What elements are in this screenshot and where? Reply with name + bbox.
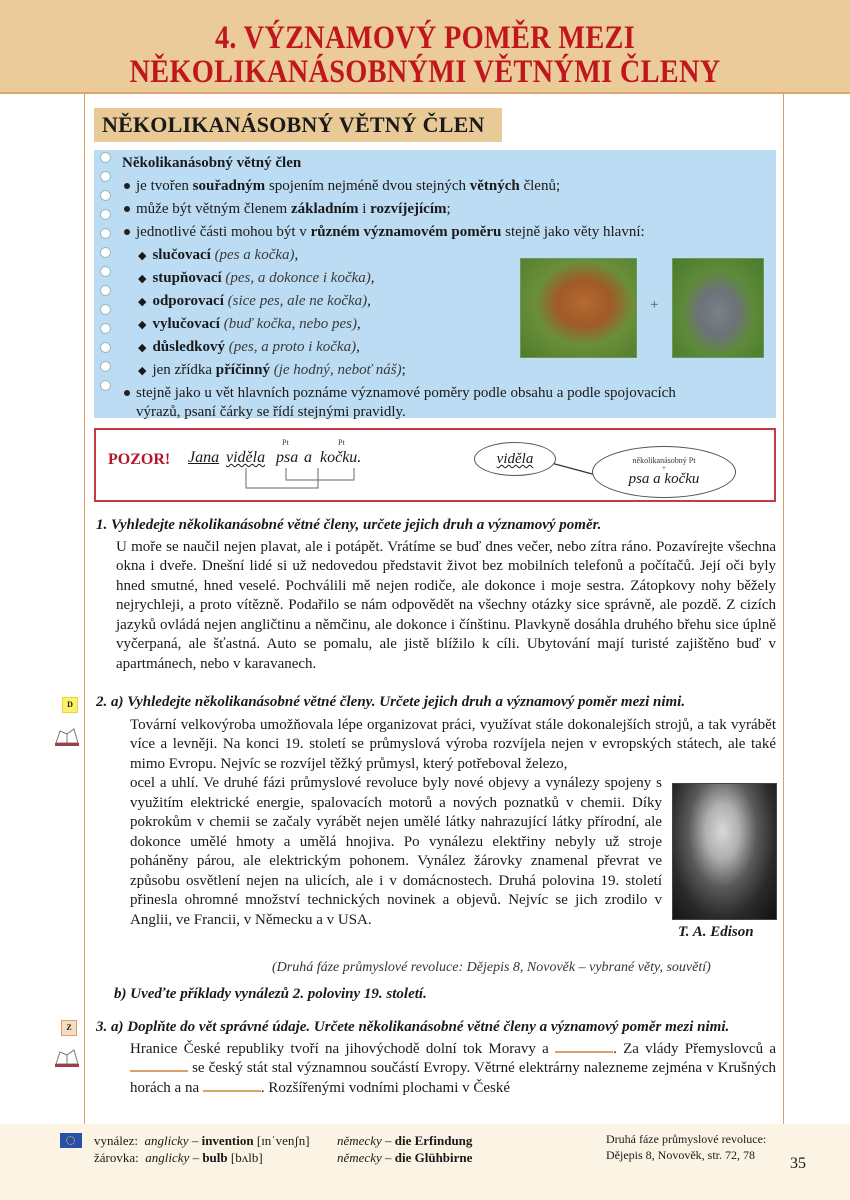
rule-bullet-4-cont: výrazů, psaní čárky se řídí stejnými pravidly. [136, 404, 406, 420]
relation-item: ◆ vylučovací (buď kočka, nebo pes), [138, 314, 361, 335]
pozor-box [94, 428, 776, 502]
fill-blank[interactable] [130, 1070, 188, 1072]
plus-sign: + [650, 297, 659, 313]
notebook-rings [100, 152, 116, 416]
page-number: 35 [790, 1155, 806, 1172]
cat-photo [672, 258, 764, 358]
oval-plus: + [662, 464, 666, 472]
bullet-icon [124, 390, 130, 396]
example-word-subject: Jana [188, 449, 220, 466]
task-3 [96, 1018, 776, 1098]
diamond-bullet-icon: ◆ [138, 296, 147, 308]
example-word-object2: kočku. [320, 449, 362, 466]
section-title: NĚKOLIKANÁSOBNÝ VĚTNÝ ČLEN [94, 108, 502, 142]
object-marker: Pt [338, 438, 345, 447]
ring-icon [100, 304, 111, 315]
task-1-text: U moře se naučil nejen plavat, ale i potápět. Vrátíme se buď dnes večer, nebo zítra ráno. Pozavírejte všechna okna i dveře. Dnešní lidé si už nedovedou představit život bez mobilních telefonů a počítačů. Její oči byly hned smutné, hned veselé. Pochválili mě nejen rodiče, ale dokonce i moje sestra. Zátopkovy nohy běžely nejrychleji, a proto vítězně. Podařilo se nám odpovědět na všechny otázky sice správně, ale pozdě. Z cizích jazyků ovládá nejen angličtinu a němčinu, ale dokonce i čínštinu. Plavkyně dosáhla druhého břehu sice úplně vyčerpaná, ale šťastná. Auto se pomalu, ale jistě blížilo k cíli. Ubytování mají turisté zajištěno buď v apartmánech, nebo v karavanech. [116, 538, 776, 672]
ring-icon [100, 361, 111, 372]
task-2-text-narrow: ocel a uhlí. Ve druhé fázi průmyslové revoluce byly nové objevy a vynálezy spojeny s využitím elektrické energie, spalovacích motorů a nových poznatků v chemii. Díky pokrokům v chemii se začaly vyrábět nejen umělé látky nahrazující látky přírodní, ale dokonce umělé hmoty a umělá hnojiva. Po vynálezu elektřiny nebyly už stroje poháněny párou, ale elektrickým pohonem. Vynález žárovky znamenal převrat ve způsobu osvětlení nejen na ulicích, ale i v domácnostech. Druhá polovina 19. století přinesla ohromné množství technických novinek a objevů. Nejvíc se jich zrodilo v Anglii, ve Francii, v Německu a v USA. [130, 775, 662, 928]
rule-bullet-2: může být větným členem základním i rozvíjejícím; [122, 199, 451, 219]
ring-icon [100, 209, 111, 220]
pozor-label: POZOR! [108, 451, 171, 468]
bullet-icon [124, 229, 130, 235]
edison-portrait [672, 783, 777, 920]
rule-bullet-3: jednotlivé části mohou být v různém významovém poměru stejně jako věty hlavní: [122, 222, 645, 242]
task-3-text: Hranice České republiky tvoří na jihovýchodě dolní tok Moravy a . Za vlády Přemyslovců a se český stát stal významnou součástí Evropy. Větrné elektrárny nalezneme zejména v Krušných horách a na . Rozšířenými vodními plochami v České [130, 1040, 776, 1096]
ring-icon [100, 190, 111, 201]
relation-item: ◆ důsledkový (pes, a proto i kočka), [138, 337, 360, 358]
rule-heading: Několikanásobný větný člen [122, 155, 302, 171]
relation-item: ◆ slučovací (pes a kočka), [138, 245, 298, 266]
fill-blank[interactable] [555, 1051, 613, 1053]
diamond-bullet-icon: ◆ [138, 319, 147, 331]
example-word-predicate: viděla [226, 449, 266, 466]
chapter-header [0, 0, 850, 94]
relation-item: ◆ stupňovací (pes, a dokonce i kočka), [138, 268, 375, 289]
task-2-heading: 2. a) Vyhledejte několikanásobné větné členy. Určete jejich druh a významový poměr mezi nimi. [96, 694, 686, 710]
ring-icon [100, 323, 111, 334]
oval-objects [592, 446, 736, 498]
fill-blank[interactable] [203, 1090, 261, 1092]
vocab-row-1: vynález: anglicky – invention [ɪnˈvenʃn] [94, 1133, 310, 1148]
eu-flag-icon [60, 1133, 82, 1148]
task-2-text-wide: Tovární velkovýroba umožňovala lépe organizovat práci, využívat stále dokonalejších strojů, a tak vyrábět více a levněji. Na konci 19. století se průmyslová výroba rozvíjela nejen v evropských státech, ale také mimo Evropu. Nejvíc se rozvíjel těžký průmysl, který potřeboval železo, [130, 716, 776, 772]
oval-objects-text: psa a kočku [628, 471, 700, 487]
bullet-icon [124, 206, 130, 212]
ring-icon [100, 171, 111, 182]
vocab-row-2: žárovka: anglicky – bulb [bʌlb] [94, 1150, 263, 1165]
task-3-heading: 3. a) Doplňte do vět správné údaje. Určete několikanásobné větné členy a významový poměr mezi nimi. [96, 1019, 730, 1035]
task-2-source: (Druhá fáze průmyslové revoluce: Dějepis 8, Novověk – vybrané věty, souvětí) [272, 960, 711, 975]
bullet-icon [124, 183, 130, 189]
example-word-object1: psa [276, 449, 299, 466]
oval-objects-label: několikanásobný Pt [632, 456, 696, 465]
ring-icon [100, 285, 111, 296]
difficulty-badge-d: D [62, 697, 78, 713]
task-2b-heading: b) Uveďte příklady vynálezů 2. poloviny 19. století. [114, 986, 427, 1002]
relation-item: ◆ odporovací (sice pes, ale ne kočka), [138, 291, 371, 312]
task-1 [96, 516, 776, 674]
cross-reference-line1: Druhá fáze průmyslové revoluce: [606, 1132, 767, 1146]
margin-line-right [783, 94, 784, 1124]
dog-photo [520, 258, 637, 358]
ring-icon [100, 266, 111, 277]
ring-icon [100, 247, 111, 258]
reading-book-icon [54, 725, 80, 747]
diamond-bullet-icon: ◆ [138, 365, 147, 377]
task-1-heading: 1. Vyhledejte několikanásobné větné členy, určete jejich druh a významový poměr. [96, 517, 602, 533]
diamond-bullet-icon: ◆ [138, 273, 147, 285]
edison-caption: T. A. Edison [678, 924, 754, 940]
cross-reference-line2: Dějepis 8, Novověk, str. 72, 78 [606, 1148, 755, 1162]
example-word-conjunction: a [304, 449, 312, 466]
diamond-bullet-icon: ◆ [138, 250, 147, 262]
object-marker: Pt [282, 438, 289, 447]
ring-icon [100, 380, 111, 391]
ring-icon [100, 228, 111, 239]
relation-item: ◆ jen zřídka příčinný (je hodný, neboť náš); [138, 360, 406, 381]
oval-predicate: viděla [474, 442, 556, 476]
margin-line-left [84, 94, 85, 1124]
chapter-title-line1: 4. VÝZNAMOVÝ POMĚR MEZI [214, 20, 636, 56]
difficulty-badge-z: Z [61, 1020, 77, 1036]
chapter-title-line2: NĚKOLIKANÁSOBNÝMI VĚTNÝMI ČLENY [129, 54, 721, 90]
rule-bullet-1: je tvořen souřadným spojením nejméně dvou stejných větných členů; [122, 176, 560, 196]
vocab-row-2-german: německy – die Glühbirne [337, 1150, 473, 1165]
ring-icon [100, 342, 111, 353]
rule-bullet-4: stejně jako u vět hlavních poznáme významové poměry podle obsahu a podle spojovacích [122, 383, 676, 403]
ring-icon [100, 152, 111, 163]
diamond-bullet-icon: ◆ [138, 342, 147, 354]
reading-book-icon [54, 1046, 80, 1068]
vocab-row-1-german: německy – die Erfindung [337, 1133, 473, 1148]
